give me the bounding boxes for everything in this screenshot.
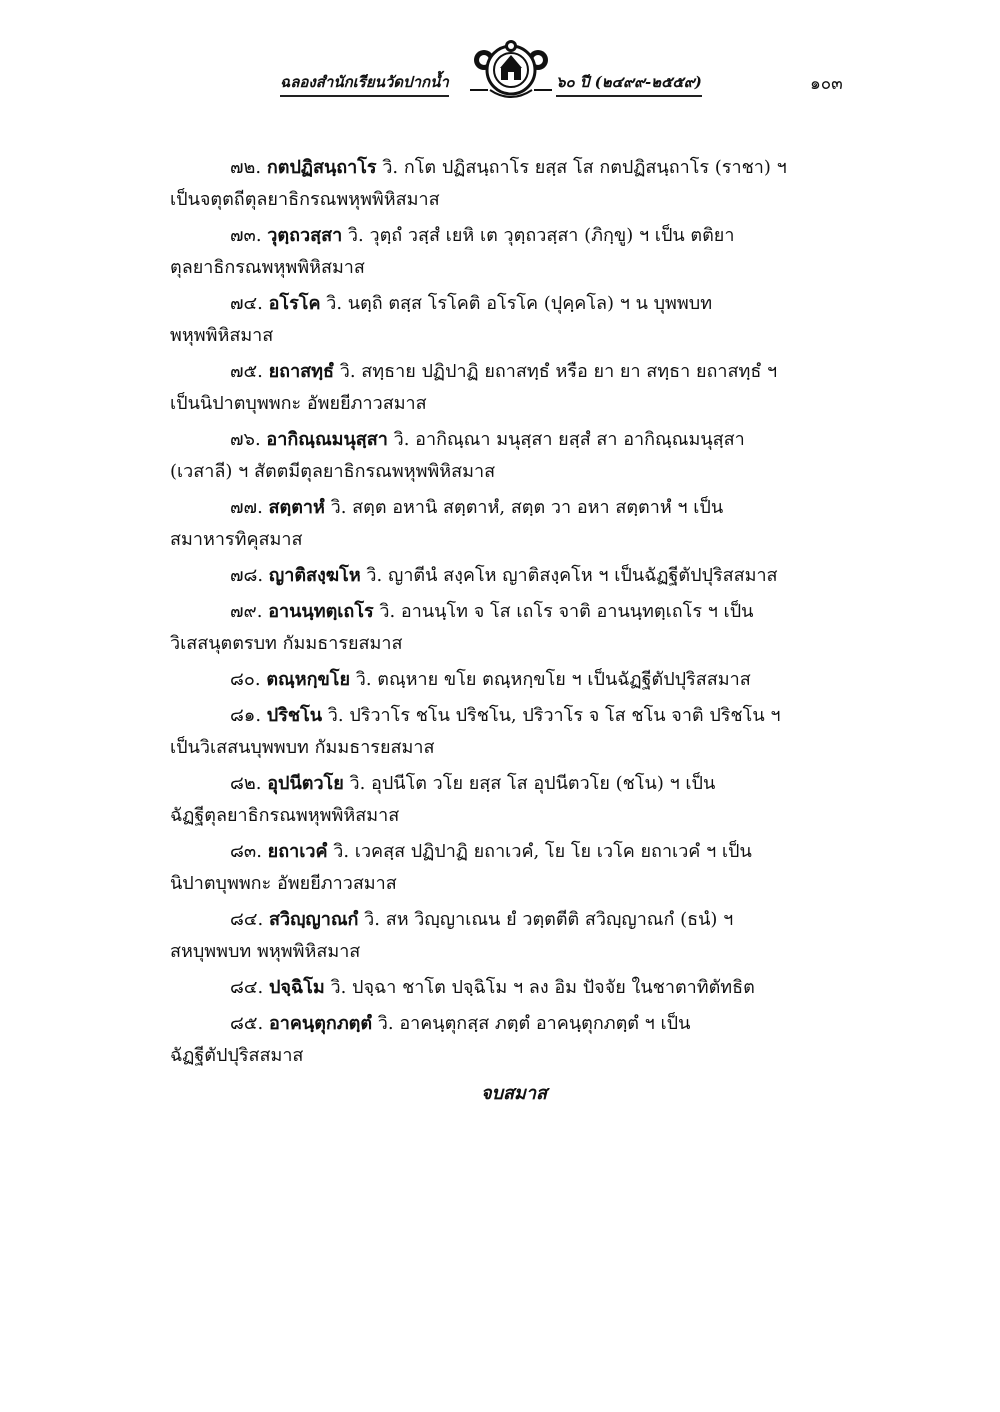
entry-number: ๘๓. bbox=[230, 841, 262, 862]
entry-continuation: ฉัฏฐีตุลยาธิกรณพหุพพิหิสมาส bbox=[170, 805, 400, 826]
entry-number: ๗๓. bbox=[230, 225, 262, 246]
entry-term: อาคนฺตุกภตฺตํ bbox=[268, 1013, 373, 1034]
entry-text: วิ. อาคนฺตุกสฺส ภตฺตํ อาคนฺตุกภตฺตํ ฯ เป็น bbox=[372, 1013, 691, 1034]
entry-text: วิ. อานนฺโท จ โส เถโร จาติ อานนฺทตฺเถโร ฯ เป็น bbox=[373, 601, 754, 622]
entry-text: วิ. วุตฺถํ วสฺสํ เยหิ เต วุตฺถวสฺสา (ภิกฺขู) ฯ เป็น ตติยา bbox=[342, 225, 735, 246]
entry-term: สตฺตาหํ bbox=[268, 497, 325, 518]
entry-text: วิ. ปริวาโร ชโน ปริชโน, ปริวาโร จ โส ชโน จาติ ปริชโน ฯ bbox=[322, 705, 781, 726]
list-item bbox=[170, 560, 854, 592]
header-right-title: ๖๐ ปี (๒๔๙๙-๒๕๕๙) bbox=[556, 70, 702, 97]
entry-number: ๘๔. bbox=[230, 909, 264, 930]
temple-seal-icon bbox=[470, 40, 552, 106]
entry-term: ปริชโน bbox=[266, 705, 323, 726]
entry-continuation: เป็นนิปาตบุพพกะ อัพยยีภาวสมาส bbox=[170, 393, 427, 414]
entry-number: ๘๑. bbox=[230, 705, 262, 726]
list-item bbox=[170, 356, 854, 420]
entry-term: ยถาเวคํ bbox=[267, 841, 328, 862]
list-item bbox=[170, 596, 854, 660]
entry-text: วิ. ตณฺหาย ขโย ตณฺหกฺขโย ฯ เป็นฉัฏฐีตัปปุริสสมาส bbox=[350, 669, 751, 690]
entry-number: ๘๔. bbox=[230, 977, 264, 998]
entry-continuation: สหบุพพบท พหุพพิหิสมาส bbox=[170, 941, 361, 962]
entry-text: วิ. ญาตีนํ สงฺคโห ญาติสงฺคโห ฯ เป็นฉัฏฐีตัปปุริสสมาส bbox=[360, 565, 778, 586]
list-item bbox=[170, 664, 854, 696]
entry-text: วิ. เวคสฺส ปฏิปาฏิ ยถาเวคํ, โย โย เวโค ยถาเวคํ ฯ เป็น bbox=[327, 841, 752, 862]
entry-term: ยถาสทฺธํ bbox=[268, 361, 335, 382]
entry-text: วิ. สตฺต อหานิ สตฺตาหํ, สตฺต วา อหา สตฺตาหํ ฯ เป็น bbox=[324, 497, 724, 518]
entry-number: ๘๐. bbox=[230, 669, 261, 690]
entry-term: อุปนีตวโย bbox=[267, 773, 344, 794]
entry-term: อากิณฺณมนุสฺสา bbox=[266, 429, 388, 450]
entry-term: อานนฺทตฺเถโร bbox=[268, 601, 374, 622]
list-item bbox=[170, 904, 854, 968]
entry-text: วิ. อากิณฺณา มนุสฺสา ยสฺสํ สา อากิณฺณมนุสฺสา bbox=[387, 429, 745, 450]
entry-text: วิ. กโต ปฏิสนฺถาโร ยสฺส โส กตปฏิสนฺถาโร (ราชา) ฯ bbox=[376, 157, 787, 178]
entry-text: วิ. ปจฺฉา ชาโต ปจฺฉิโม ฯ ลง อิม ปัจจัย ในชาตาทิตัทธิต bbox=[324, 977, 755, 998]
entry-continuation: นิปาตบุพพกะ อัพยยีภาวสมาส bbox=[170, 873, 397, 894]
list-item bbox=[170, 152, 854, 216]
entry-term: สวิญฺญาณกํ bbox=[268, 909, 359, 930]
list-item bbox=[170, 492, 854, 556]
list-item bbox=[170, 424, 854, 488]
list-item bbox=[170, 1008, 854, 1072]
entry-term: วุตฺถวสฺสา bbox=[267, 225, 343, 246]
entry-term: อโรโค bbox=[268, 293, 321, 314]
page-header bbox=[280, 40, 870, 110]
entry-continuation: ตุลยาธิกรณพหุพพิหิสมาส bbox=[170, 257, 365, 278]
entry-number: ๗๒. bbox=[230, 157, 262, 178]
entry-term: กตปฏิสนฺถาโร bbox=[266, 157, 377, 178]
entry-text: วิ. นตฺถิ ตสฺส โรโคติ อโรโค (ปุคฺคโล) ฯ น บุพพบท bbox=[320, 293, 713, 314]
entry-text: วิ. อุปนีโต วโย ยสฺส โส อุปนีตวโย (ชโน) ฯ เป็น bbox=[343, 773, 716, 794]
entry-continuation: สมาหารทิคุสมาส bbox=[170, 529, 303, 550]
entry-continuation: ฉัฏฐีตัปปุริสสมาส bbox=[170, 1045, 304, 1066]
entry-continuation: พหุพพิหิสมาส bbox=[170, 325, 274, 346]
list-item bbox=[170, 836, 854, 900]
entry-number: ๗๖. bbox=[230, 429, 261, 450]
list-item bbox=[170, 972, 854, 1004]
entry-number: ๗๔. bbox=[230, 293, 263, 314]
list-item bbox=[170, 288, 854, 352]
header-left-title: ฉลองสำนักเรียนวัดปากน้ำ bbox=[280, 70, 449, 97]
page-number: ๑๐๓ bbox=[810, 74, 843, 94]
entry-continuation: เป็นวิเสสนบุพพบท กัมมธารยสมาส bbox=[170, 737, 435, 758]
list-item bbox=[170, 700, 854, 764]
list-item bbox=[170, 768, 854, 832]
entry-number: ๗๘. bbox=[230, 565, 264, 586]
entry-text: วิ. สทฺธาย ปฏิปาฏิ ยถาสทฺธํ หรือ ยา ยา สทฺธา ยถาสทฺธํ ฯ bbox=[334, 361, 778, 382]
list-item bbox=[170, 220, 854, 284]
main-content bbox=[170, 152, 854, 1107]
entry-number: ๗๗. bbox=[230, 497, 263, 518]
entry-number: ๗๙. bbox=[230, 601, 263, 622]
entry-continuation: เป็นจตุตถีตุลยาธิกรณพหุพพิหิสมาส bbox=[170, 189, 440, 210]
end-of-section-heading: จบสมาส bbox=[481, 1083, 547, 1104]
entry-number: ๘๒. bbox=[230, 773, 262, 794]
entry-continuation: (เวสาลี) ฯ สัตตมีตุลยาธิกรณพหุพพิหิสมาส bbox=[170, 461, 496, 482]
entry-number: ๘๕. bbox=[230, 1013, 264, 1034]
entry-number: ๗๕. bbox=[230, 361, 263, 382]
entry-term: ปจฺฉิโม bbox=[268, 977, 325, 998]
entry-term: ญาติสงฺฆโห bbox=[268, 565, 361, 586]
entry-term: ตณฺหกฺขโย bbox=[266, 669, 351, 690]
entry-text: วิ. สห วิญฺญาเณน ยํ วตฺตตีติ สวิญฺญาณกํ (ธนํ) ฯ bbox=[358, 909, 734, 930]
entry-continuation: วิเสสนุตตรบท กัมมธารยสมาส bbox=[170, 633, 403, 654]
